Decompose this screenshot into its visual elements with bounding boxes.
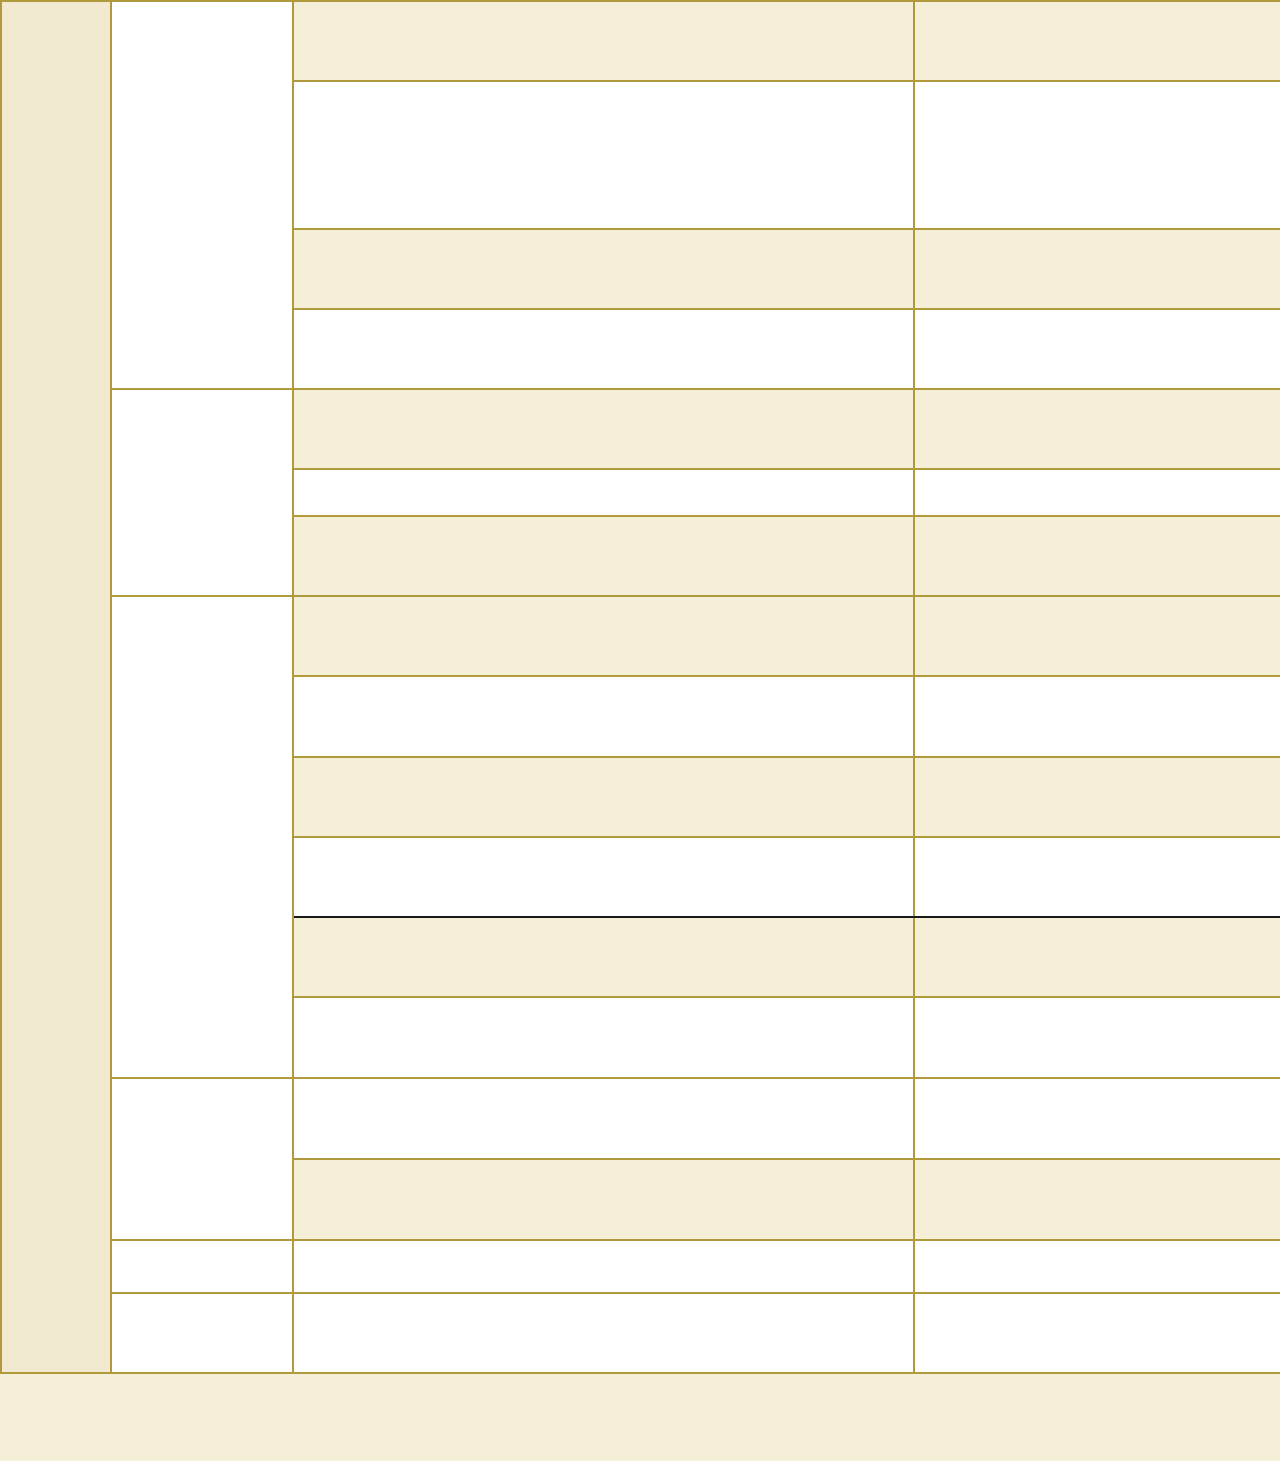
service-cell [293,389,914,469]
location-cell [914,1293,1280,1373]
service-cell [293,81,914,229]
table-row [1,1078,1280,1159]
table-row [1,1293,1280,1373]
location-cell [914,1159,1280,1240]
location-cell [914,676,1280,757]
service-cell [293,229,914,309]
location-cell [914,389,1280,469]
service-cell [293,837,914,917]
service-cell [293,1,914,81]
time-cell [111,1078,293,1240]
time-cell [111,389,293,596]
service-cell [293,757,914,837]
table-row [1,389,1280,469]
schedule-body [1,1,1280,1373]
service-cell [293,676,914,757]
location-cell [914,469,1280,516]
service-cell [293,596,914,676]
table-row [1,596,1280,676]
location-cell [914,997,1280,1078]
service-cell [293,1078,914,1159]
service-cell [293,1240,914,1293]
service-cell [293,516,914,596]
table-row [1,1,1280,81]
location-cell [914,917,1280,997]
location-cell [914,81,1280,229]
location-cell [914,1078,1280,1159]
service-cell [293,309,914,389]
location-cell [914,1,1280,81]
time-cell [111,1,293,389]
day-cell [1,1,111,1373]
location-cell [914,516,1280,596]
service-cell [293,917,914,997]
time-cell [111,596,293,1078]
table-row [1,1240,1280,1293]
location-cell [914,837,1280,917]
service-cell [293,1293,914,1373]
location-cell [914,596,1280,676]
time-cell [111,1293,293,1373]
service-cell [293,469,914,516]
location-cell [914,757,1280,837]
location-cell [914,309,1280,389]
location-cell [914,229,1280,309]
service-cell [293,997,914,1078]
time-cell [111,1240,293,1293]
service-cell [293,1159,914,1240]
location-cell [914,1240,1280,1293]
